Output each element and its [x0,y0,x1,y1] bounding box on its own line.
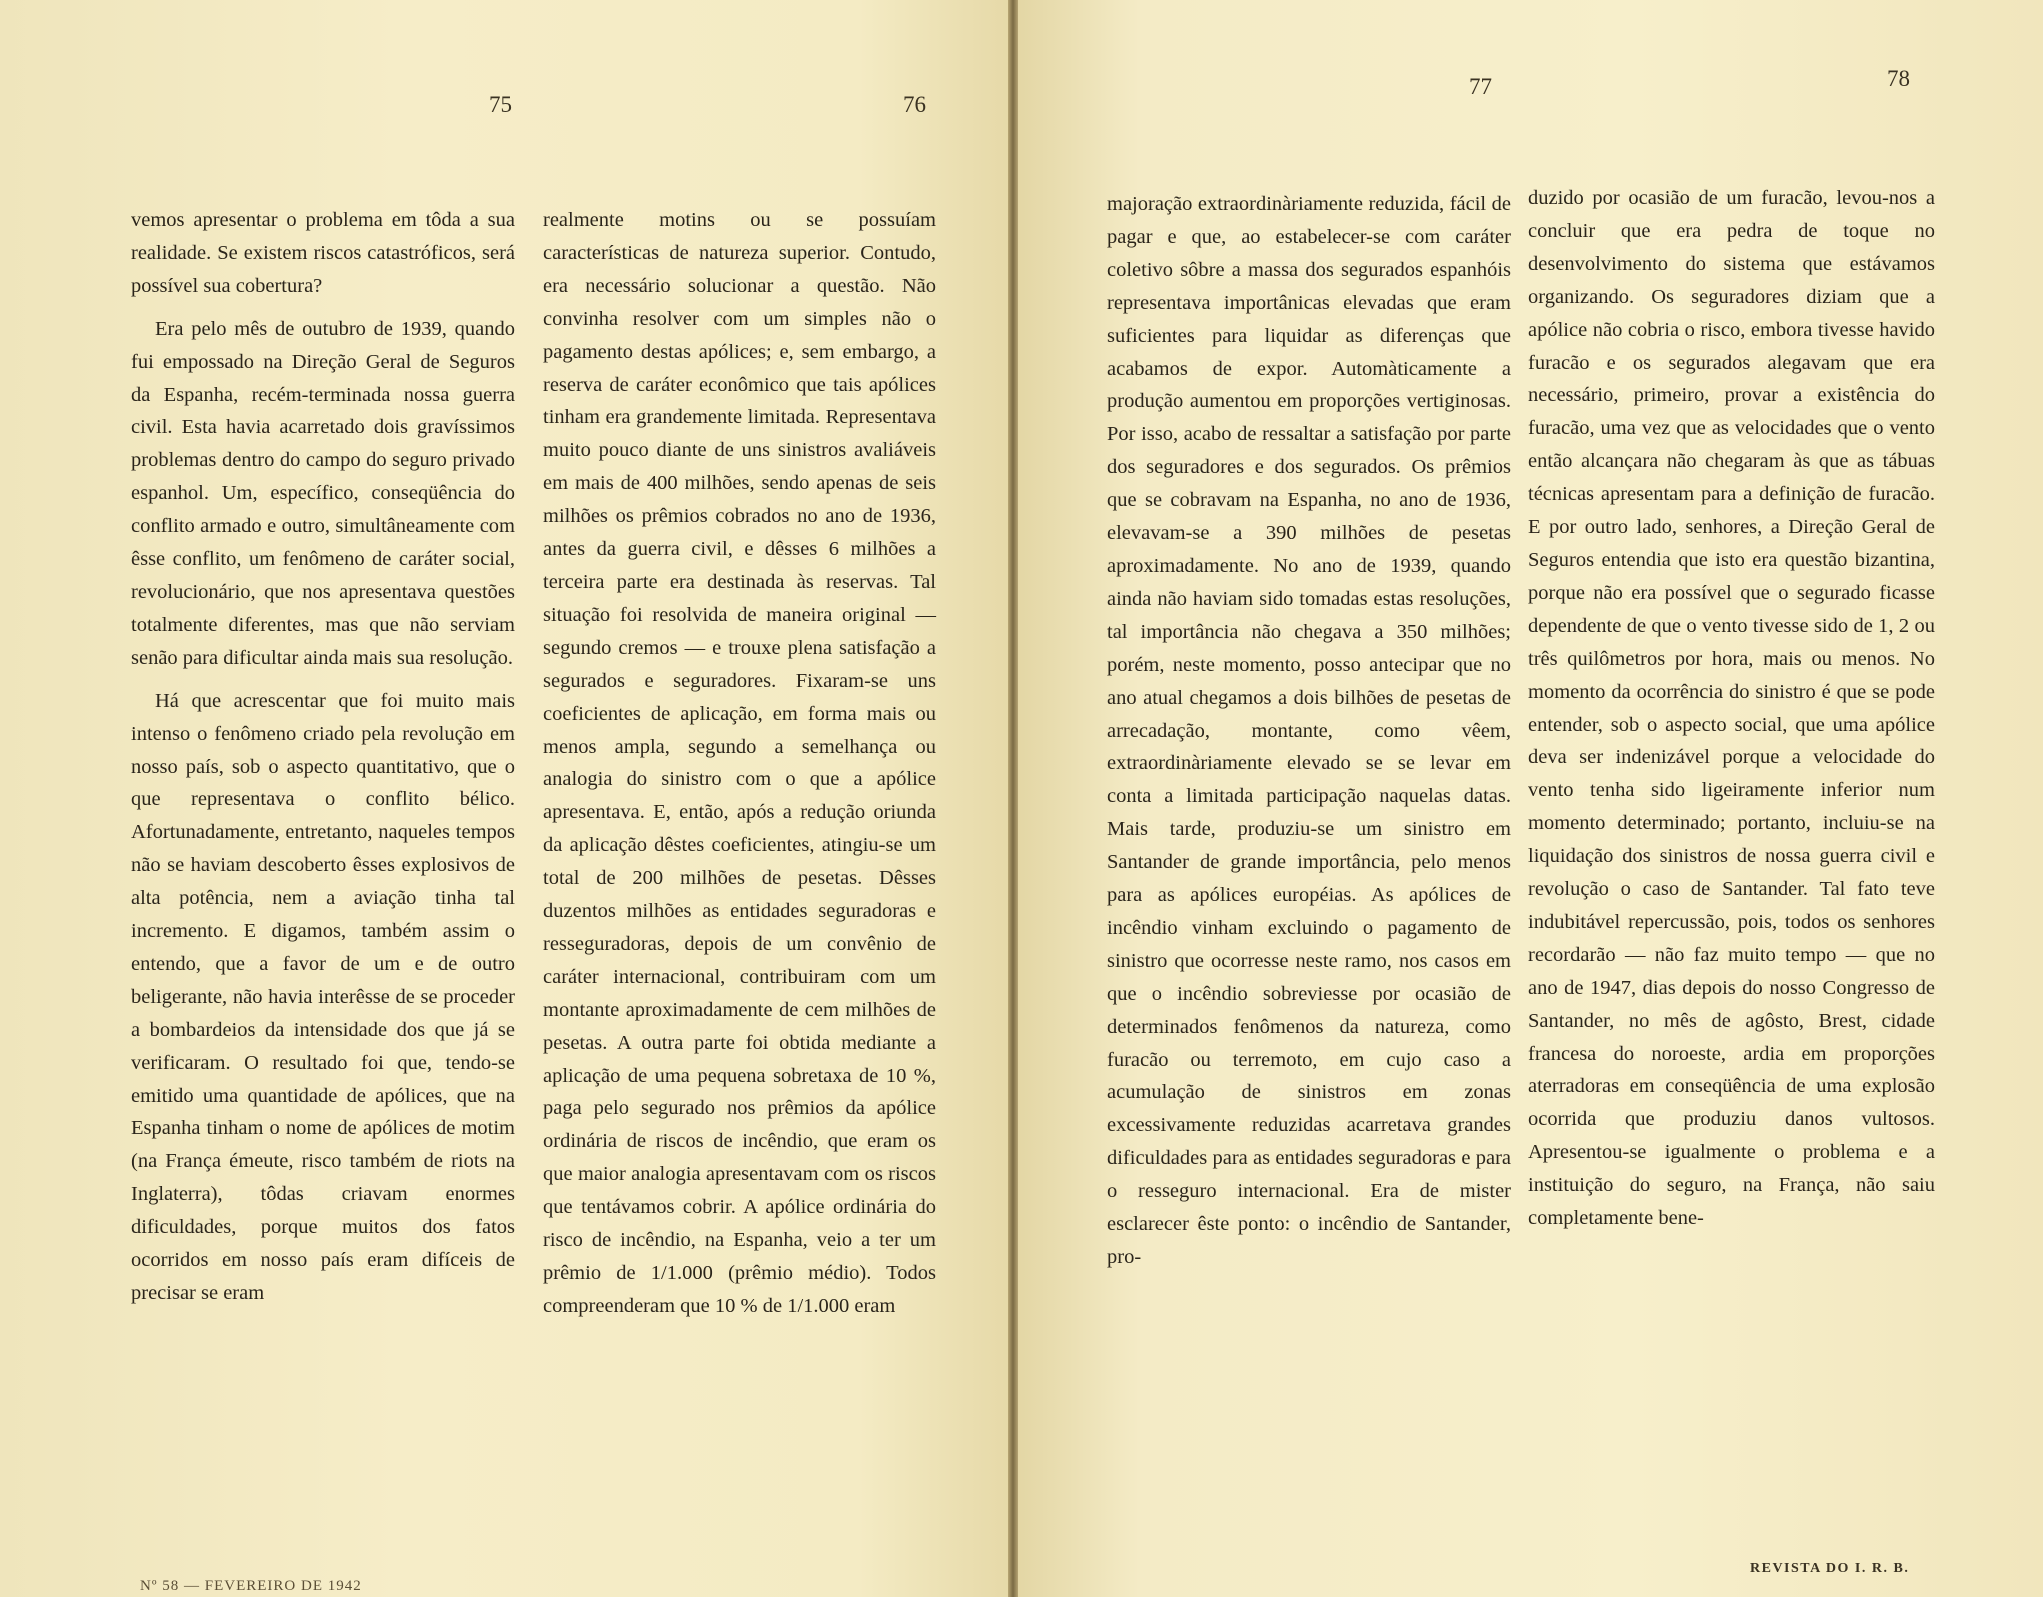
paragraph: vemos apresentar o problema em tôda a sua realidade. Se existem riscos catastróficos, será possível sua cobertura? [131,209,515,297]
paragraph: realmente motins ou se possuíam características de natureza superior. Contudo, era necessário solucionar a questão. Não convinha resolver com um simples não o pagamento destas apólices; e, sem embargo, a reserva de caráter econômico que tais apólices tinham era grandemente limitada. Representava muito pouco diante de uns sinistros avaliáveis em mais de 400 milhões, sendo apenas de seis milhões os prêmios cobrados no ano de 1936, antes da guerra civil, e dêsses 6 milhões a terceira parte era destinada às reservas. Tal situação foi resolvida de maneira original — segundo cremos — e trouxe plena satisfação a segurados e seguradores. Fixaram-se uns coeficientes de aplicação, em forma mais ou menos ampla, segundo a semelhança ou analogia do sinistro com o que a apólice apresentava. E, então, após a redução oriunda da aplicação dêstes coeficientes, atingiu-se um total de 200 milhões de pesetas. Dêsses duzentos milhões as entidades seguradoras e resseguradoras, depois de um convênio de caráter internacional, contribuiram com um montante aproximadamente de cem milhões de pesetas. A outra parte foi obtida mediante a aplicação de uma pequena sobretaxa de 10 %, paga pelo segurado nos prêmios da apólice ordinária de riscos de incêndio, que eram os que maior analogia apresentavam com os riscos que tentávamos cobrir. A apólice ordinária do risco de incêndio, na Espanha, veio a ter um prêmio de 1/1.000 (prêmio médio). Todos compreenderam que 10 % de 1/1.000 eram [543,209,936,1317]
footer-issue: Nº 58 — FEVEREIRO DE 1942 [140,1578,362,1594]
book-gutter [1008,0,1018,1597]
page-number-76: 76 [903,92,926,117]
column-page-77 [1107,188,1511,1274]
column-page-75 [131,204,515,1310]
column-page-78 [1528,182,1935,1235]
page-number-75: 75 [489,92,512,117]
page-number-78: 78 [1887,66,1910,91]
column-page-76 [543,204,936,1323]
paragraph: Era pelo mês de outubro de 1939, quando fui empossado na Direção Geral de Seguros da Espanha, recém-terminada nossa guerra civil. Esta havia acarretado dois gravíssimos problemas dentro do campo do seguro privado espanhol. Um, específico, conseqüência do conflito armado e outro, simultâneamente com êsse conflito, um fenômeno de caráter social, revolucionário, que nos apresentava questões totalmente diferentes, mas que não serviam senão para dificultar ainda mais sua resolução. [131,317,515,669]
paragraph: majoração extraordinàriamente reduzida, fácil de pagar e que, ao estabelecer-se com caráter coletivo sôbre a massa dos segurados espanhóis representava importânicas elevadas que eram suficientes para liquidar as diferenças que acabamos de expor. Automàticamente a produção aumentou em proporções vertiginosas. Por isso, acabo de ressaltar a satisfação por parte dos seguradores e dos segurados. Os prêmios que se cobravam na Espanha, no ano de 1936, elevavam-se a 390 milhões de pesetas aproximadamente. No ano de 1939, quando ainda não haviam sido tomadas estas resoluções, tal importância não chegava a 350 milhões; porém, neste momento, posso antecipar que no ano atual chegamos a dois bilhões de pesetas de arrecadação, montante, como vêem, extraordinàriamente elevado se se levar em conta a limitada participação naquelas datas. Mais tarde, produziu-se um sinistro em Santander de grande importância, pelo menos para as apólices européias. As apólices de incêndio vinham excluindo o pagamento de sinistro que ocorresse neste ramo, nos casos em que o incêndio sobreviesse por ocasião de determinados fenômenos da natureza, como furacão ou terremoto, em cujo caso a acumulação de sinistros em zonas excessivamente reduzidas acarretava grandes dificuldades para as entidades seguradoras e para o resseguro internacional. Era de mister esclarecer êste ponto: o incêndio de Santander, pro- [1107,193,1511,1268]
paragraph: Há que acrescentar que foi muito mais intenso o fenômeno criado pela revolução em nosso país, sob o aspecto quantitativo, que o que representava o conflito bélico. Afortunadamente, entretanto, naqueles tempos não se haviam descoberto êsses explosivos de alta potência, nem a aviação tinha tal incremento. E digamos, também assim o entendo, que a favor de um e de outro beligerante, não havia interêsse de se proceder a bombardeios da intensidade dos que já se verificaram. O resultado foi que, tendo-se emitido uma quantidade de apólices, que na Espanha tinham o nome de apólices de motim (na França émeute, risco também de riots na Inglaterra), tôdas criavam enormes dificuldades, porque muitos dos fatos ocorridos em nosso país eram difíceis de precisar se eram [131,689,515,1304]
paragraph: duzido por ocasião de um furacão, levou-nos a concluir que era pedra de toque no desenvolvimento do sistema que estávamos organizando. Os seguradores diziam que a apólice não cobria o risco, embora tivesse havido furacão e os segurados alegavam que era necessário, primeiro, provar a existência do furacão, uma vez que as velocidades que o vento então alcançara não chegaram às que as tábuas técnicas apresentam para a definição de furacão. E por outro lado, senhores, a Direção Geral de Seguros entendia que isto era questão bizantina, porque não era possível que o segurado ficasse dependente de que o vento tivesse sido de 1, 2 ou três quilômetros por hora, mais ou menos. No momento da ocorrência do sinistro é que se pode entender, sob o aspecto social, que uma apólice deva ser indenizável porque a velocidade do vento tenha sido ligeiramente inferior num momento determinado; portanto, incluiu-se na liquidação dos sinistros de nossa guerra civil e revolução o caso de Santander. Tal fato teve indubitável repercussão, pois, todos os senhores recordarão — não faz muito tempo — que no ano de 1947, dias depois do nosso Congresso de Santander, no mês de agôsto, Brest, cidade francesa do noroeste, ardia em proporções aterradoras em conseqüência de uma explosão ocorrida que produziu danos vultosos. Apresentou-se igualmente o problema e a instituição do seguro, na França, não saiu completamente bene- [1528,187,1935,1230]
footer-journal: REVISTA DO I. R. B. [1750,1561,1910,1576]
page-number-77: 77 [1469,74,1492,99]
